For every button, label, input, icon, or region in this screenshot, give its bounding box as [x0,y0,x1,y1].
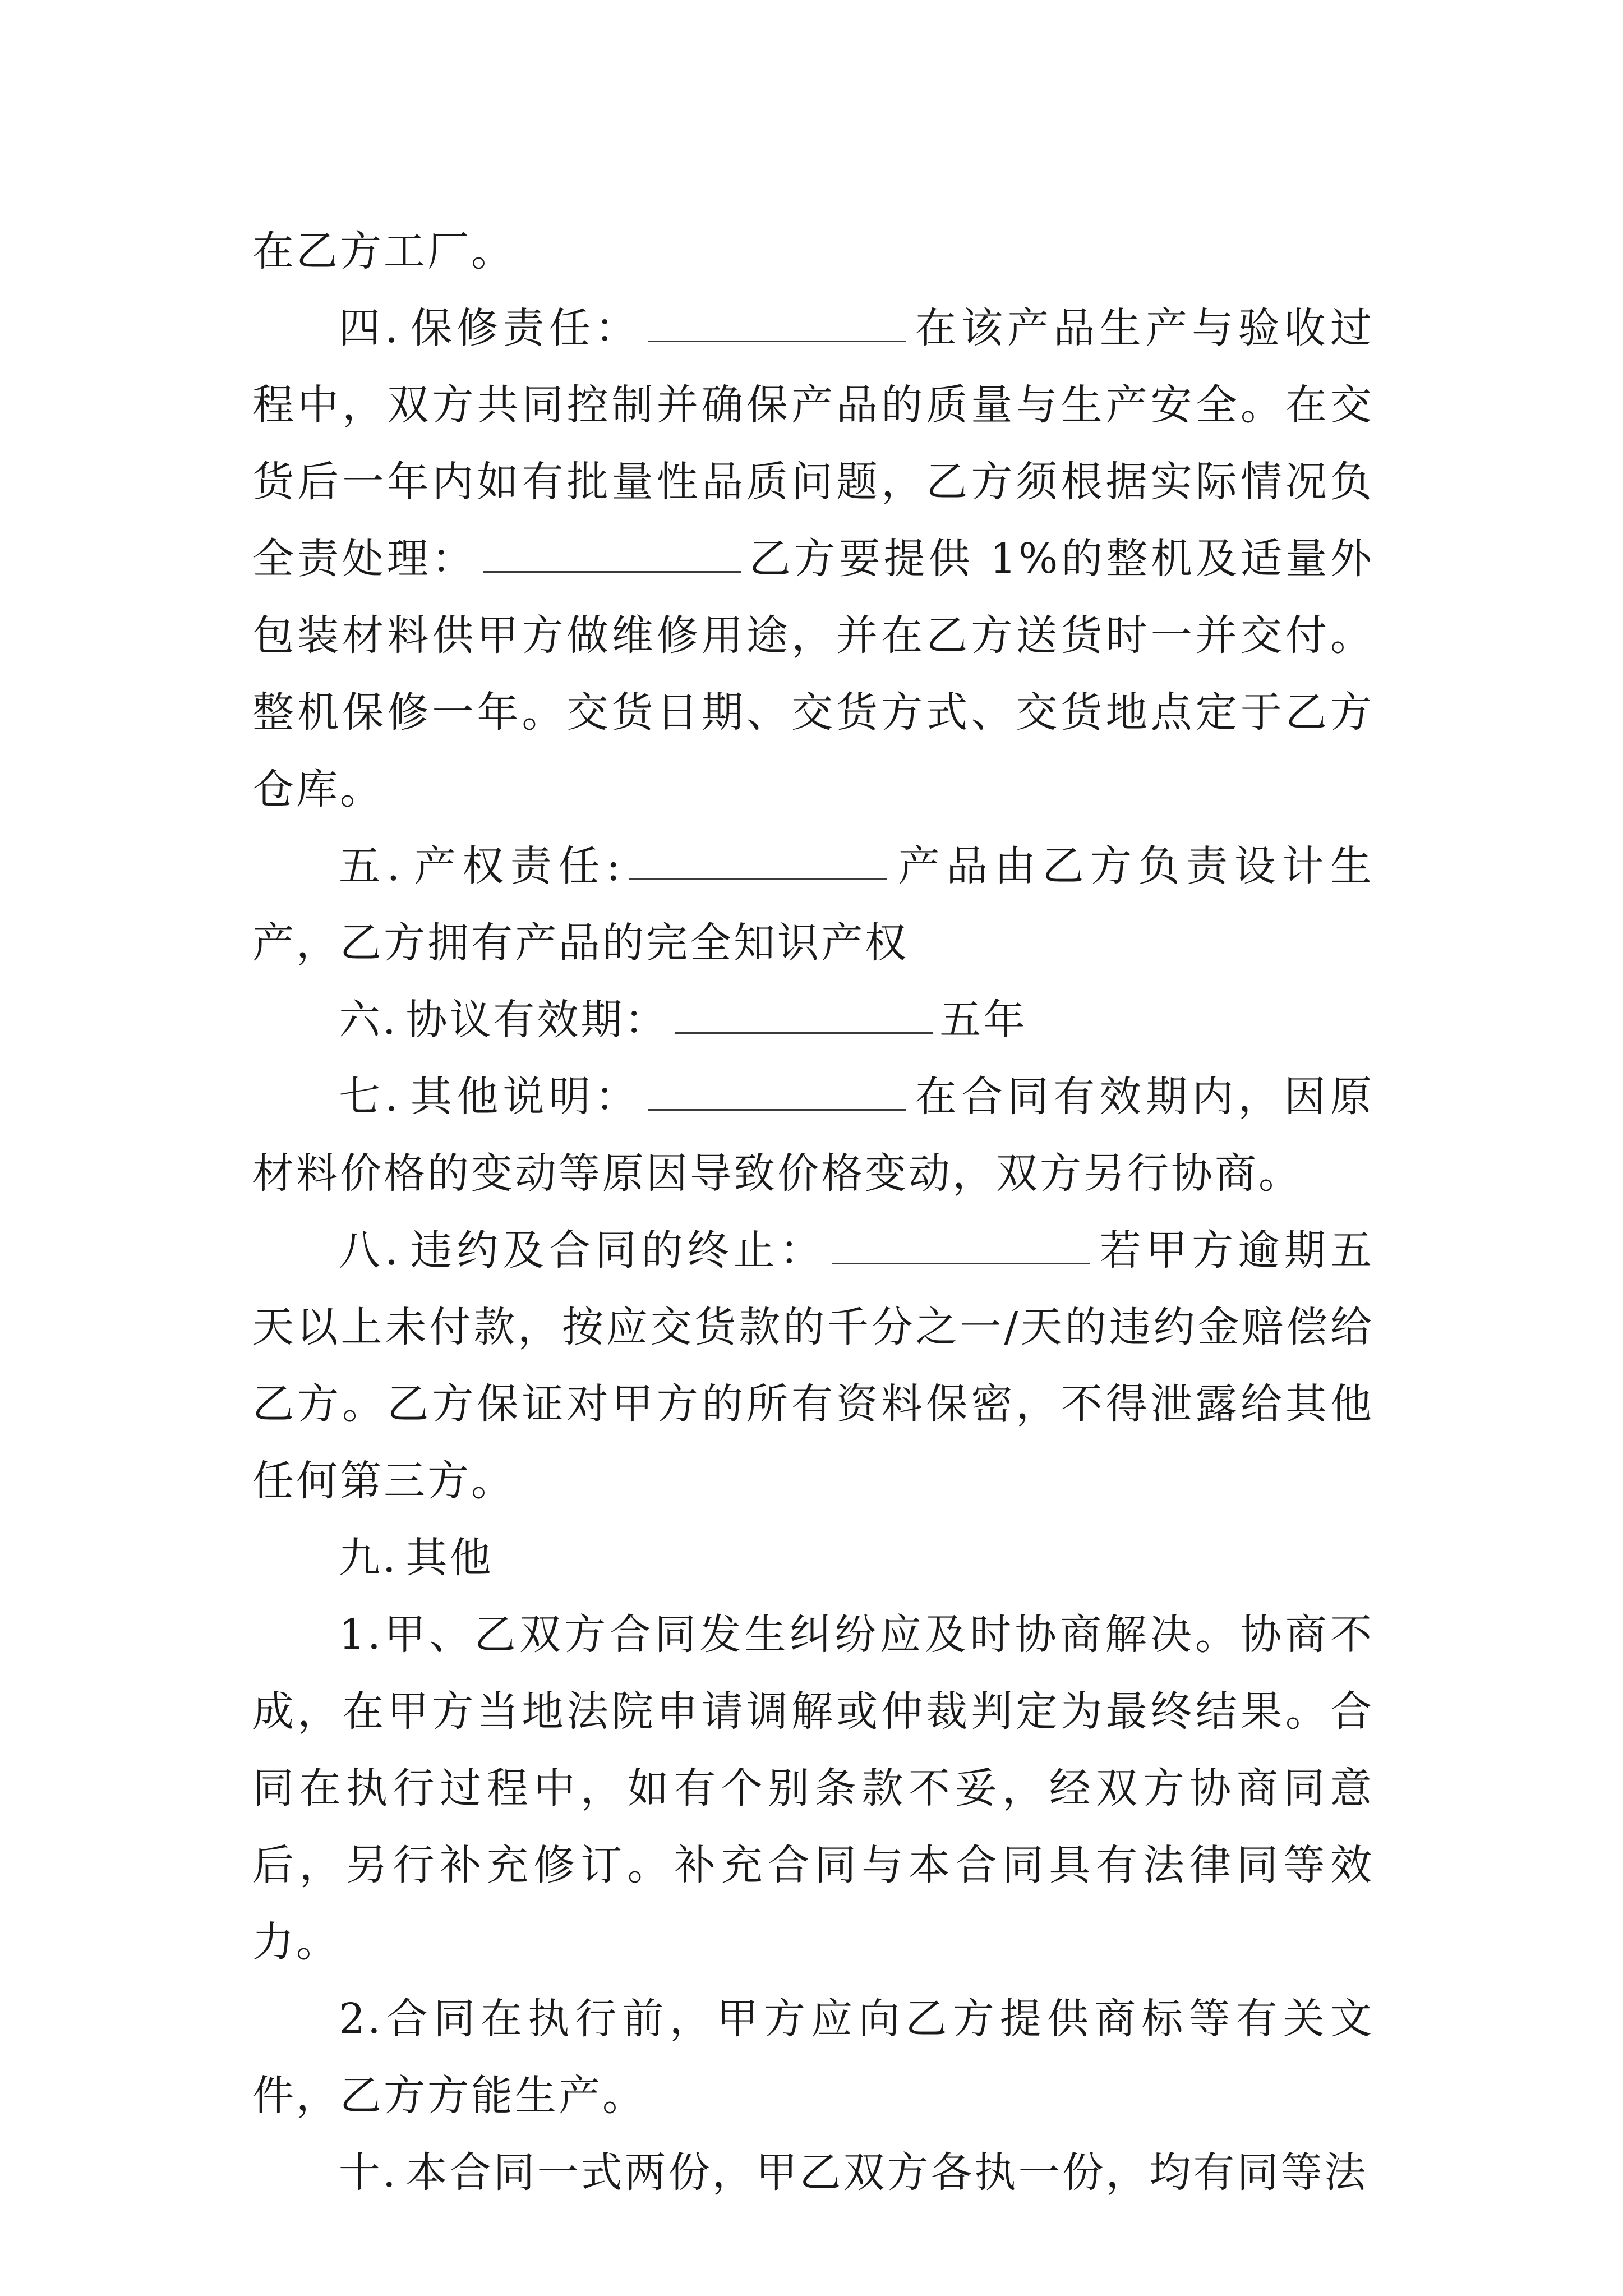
clause-number: 十. [339,2148,398,2197]
clause-number: 六. [339,996,398,1044]
blank-fill-line [675,999,933,1034]
clause-label: 违约及合同的终止： [408,1226,826,1274]
clause-4-warranty [252,290,1374,828]
clause-number: 九. [339,1534,398,1582]
clause-text: 产品由乙方负责设计生产，乙方拥有产品的完全知识产权 [252,842,1375,967]
blank-fill-line [648,1075,906,1111]
clause-number: 五. [339,842,403,890]
clause-text: 本合同一式两份，甲乙双方各执一份，均有同等法 [405,2148,1368,2197]
clause-9-other [252,1520,1374,1596]
clause-8-breach [252,1212,1374,1520]
clause-text: 1.甲、乙双方合同发生纠纷应及时协商解决。协商不成，在甲方当地法院申请调解或仲裁判定为最终结果。合同在执行过程中，如有个别条款不妥，经双方协商同意后，另行补充修订。补充合同与本合同具有法律同等效力。 [252,1611,1374,1966]
clause-text: 在该产品生产与验收过程中，双方共同控制并确保产品的质量与生产安全。在交货后一年内如有批量性品质问题，乙方须根据实际情况负全责处理： [252,304,1375,583]
clause-6-term [252,982,1374,1059]
clause-label: 其他 [405,1534,494,1582]
blank-fill-line [832,1229,1090,1264]
clause-text: 在合同有效期内，因原材料价格的变动等原因导致价格变动，双方另行协商。 [252,1073,1375,1198]
clause-9-item-2 [252,1981,1374,2134]
document-body [252,213,1374,2211]
clause-label: 协议有效期： [405,996,668,1044]
clause-text: 2.合同在执行前，甲方应向乙方提供商标等有关文件，乙方方能生产。 [252,1995,1374,2120]
clause-10-copies [252,2134,1374,2211]
blank-fill-line [648,307,906,342]
clause-number: 八. [339,1226,400,1274]
clause-text: 若甲方逾期五天以上未付款，按应交货款的千分之一/天的违约金赔偿给乙方。乙方保证对甲方的所有资料保密，不得泄露给其他任何第三方。 [252,1226,1375,1505]
clause-5-ip [252,828,1374,982]
clause-7-other-notes [252,1059,1374,1212]
clause-label: 其他说明： [408,1073,642,1121]
clause-text: 五年 [939,996,1027,1044]
paragraph-text: 在乙方工厂。 [252,227,515,275]
blank-fill-line [629,845,887,880]
blank-fill-line [483,537,741,573]
paragraph-continuation [252,213,1374,290]
clause-label: 保修责任： [408,304,642,352]
clause-number: 四. [339,304,400,352]
clause-number: 七. [339,1073,400,1121]
clause-9-item-1 [252,1596,1374,1981]
clause-text-continued: 乙方要提供 1%的整机及适量外包装材料供甲方做维修用途，并在乙方送货时一并交付。整机保修一年。交货日期、交货方式、交货地点定于乙方仓库。 [252,535,1375,813]
clause-label: 产权责任: [410,842,623,890]
